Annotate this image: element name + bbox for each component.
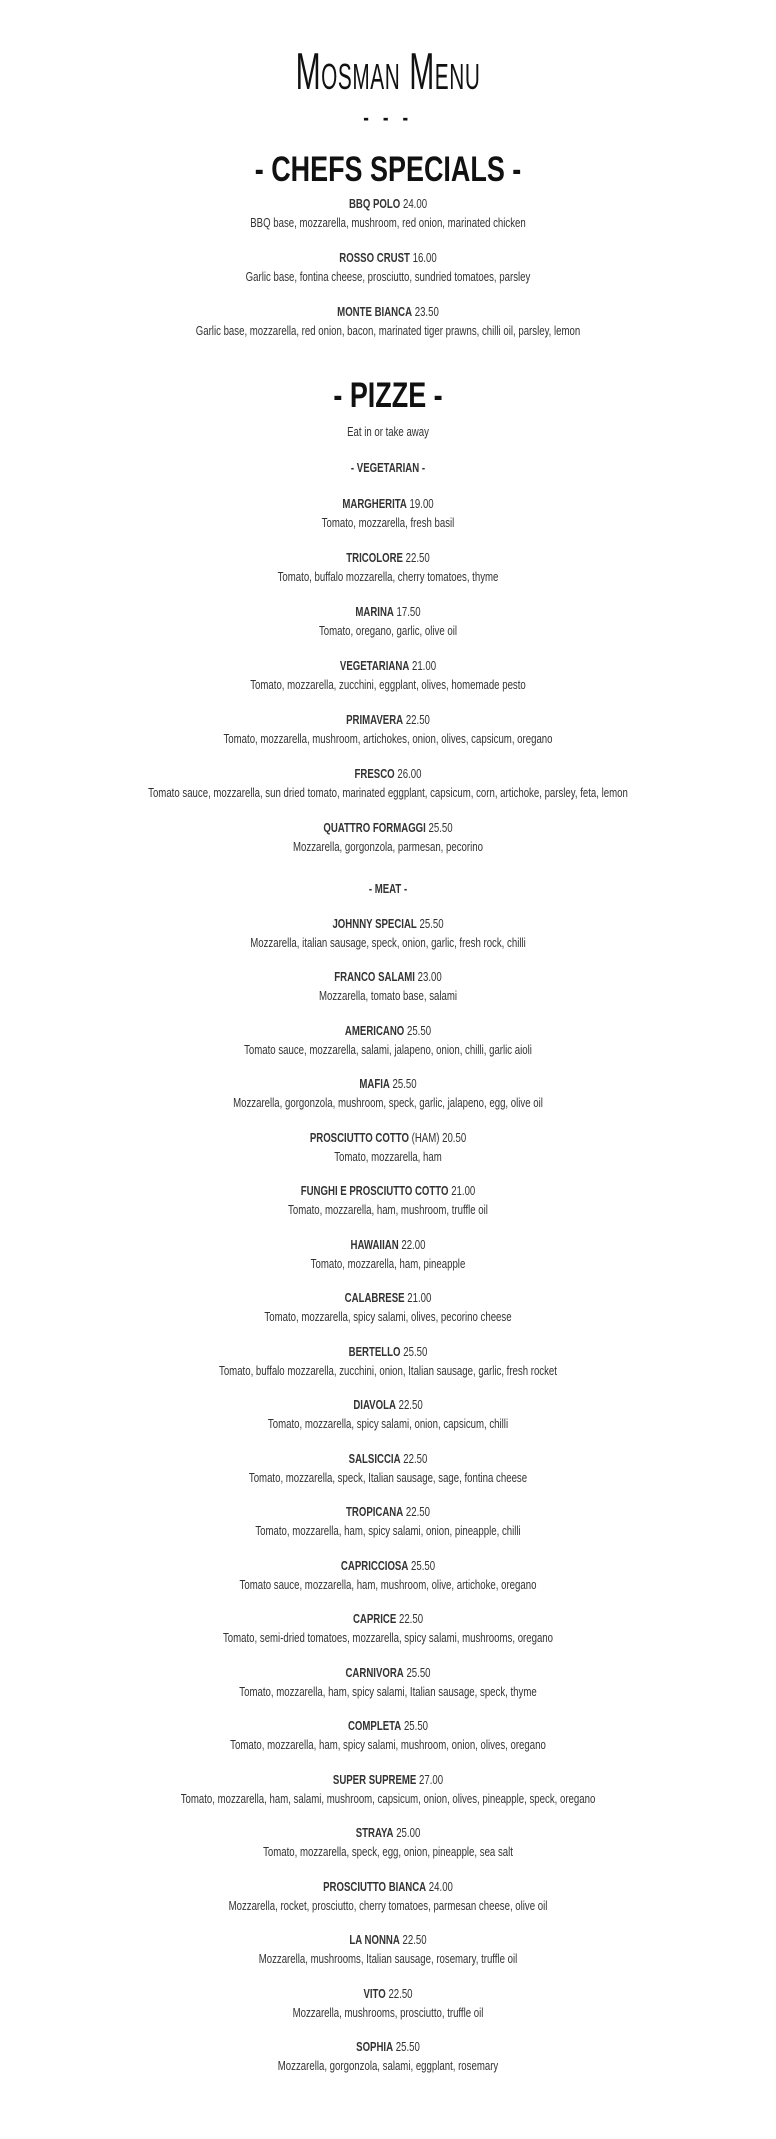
menu-item-description: Garlic base, mozzarella, red onion, bacon, marinated tiger prawns, chilli oil, parsley, lemon — [195, 323, 581, 338]
menu-item — [89, 1878, 687, 1916]
menu-item — [89, 1931, 687, 1969]
menu-item-title — [89, 1182, 687, 1201]
menu-item-title — [89, 1717, 687, 1736]
menu-item-title — [89, 1771, 687, 1790]
menu-item-title — [89, 819, 687, 838]
menu-item-name: COMPLETA — [347, 1719, 402, 1733]
menu-item — [89, 249, 687, 287]
menu-item-description: Mozzarella, gorgonzola, salami, eggplant, rosemary — [277, 2059, 499, 2073]
menu-item — [89, 1129, 687, 1167]
menu-item-description: Tomato, mozzarella, ham, mushroom, truffle oil — [288, 1203, 488, 1217]
pizze-heading: - PIZZE - — [333, 376, 443, 415]
menu-item-price: 25.50 — [406, 1023, 432, 1038]
menu-item-price: 25.50 — [419, 916, 444, 931]
menu-item-title — [89, 303, 687, 322]
menu-item-description: Tomato, mozzarella, ham, pineapple — [310, 1256, 466, 1271]
menu-item — [89, 1236, 687, 1274]
menu-item-description: Tomato, mozzarella, ham, spicy salami, Italian sausage, speck, thyme — [239, 1684, 537, 1699]
menu-item-price: 23.50 — [414, 304, 439, 319]
menu-item — [89, 915, 687, 953]
menu-item-title — [89, 249, 687, 268]
menu-item-name: AMERICANO — [344, 1023, 405, 1038]
menu-item-description: Tomato, mozzarella, ham, spicy salami, mushroom, onion, olives, oregano — [230, 1738, 546, 1752]
menu-item-description: Tomato, mozzarella, spicy salami, onion, capsicum, chilli — [267, 1417, 509, 1431]
menu-item-description: Tomato, mozzarella, ham, spicy salami, onion, pineapple, chilli — [255, 1524, 521, 1538]
chefs-specials-heading: - CHEFS SPECIALS - — [254, 150, 522, 189]
menu-item-name: FUNGHI E PROSCIUTTO COTTO — [300, 1184, 449, 1198]
menu-item-price: 25.50 — [395, 2040, 420, 2054]
menu-item-price: 26.00 — [397, 766, 422, 781]
menu-item-description: Tomato sauce, mozzarella, sun dried tomato, marinated eggplant, capsicum, corn, artichoke, parsley, feta, lemon — [148, 785, 628, 800]
menu-title: Mosman Menu — [295, 43, 481, 101]
menu-item-name: PROSCIUTTO BIANCA — [323, 1879, 427, 1894]
menu-item-description: Tomato, buffalo mozzarella, cherry tomatoes, thyme — [277, 569, 499, 584]
chefs-specials-list — [89, 195, 687, 341]
menu-item-price: 22.50 — [405, 550, 430, 565]
menu-item-description: Garlic base, fontina cheese, prosciutto, sundried tomatoes, parsley — [245, 269, 531, 284]
menu-item — [89, 1717, 687, 1755]
menu-item — [89, 1771, 687, 1809]
menu-item-title — [89, 1450, 687, 1469]
menu-item-description: Mozzarella, gorgonzola, parmesan, pecorino — [293, 839, 483, 854]
menu-item-title — [89, 1931, 687, 1950]
menu-item — [89, 1022, 687, 1060]
menu-item-name: SOPHIA — [356, 2040, 394, 2054]
menu-item-name: LA NONNA — [349, 1933, 400, 1947]
menu-item-name: MARGHERITA — [342, 496, 407, 511]
menu-item-description: Mozzarella, italian sausage, speck, onion, garlic, fresh rock, chilli — [250, 935, 526, 950]
menu-item-price: 23.00 — [417, 970, 442, 984]
menu-item-price: 21.00 — [411, 658, 437, 673]
menu-item-price: 24.00 — [428, 1879, 453, 1894]
menu-item-description: Mozzarella, tomato base, salami — [318, 989, 458, 1003]
menu-item-title — [89, 765, 687, 784]
menu-item-name: JOHNNY SPECIAL — [332, 916, 417, 931]
menu-item — [89, 195, 687, 233]
menu-item-price: 16.00 — [412, 250, 437, 265]
menu-item-price: 22.50 — [388, 1986, 413, 2001]
menu-item-title — [89, 1557, 687, 1576]
menu-item — [89, 1824, 687, 1862]
meat-heading: - MEAT - — [368, 881, 408, 896]
menu-item — [89, 1664, 687, 1702]
menu-item-name: QUATTRO FORMAGGI — [323, 820, 426, 835]
menu-item-name: TRICOLORE — [346, 550, 403, 565]
menu-item-title — [89, 1985, 687, 2004]
menu-item-title — [89, 195, 687, 214]
menu-item-title — [89, 1075, 687, 1094]
vegetarian-heading: - VEGETARIAN - — [350, 460, 426, 475]
menu-item-title — [89, 1878, 687, 1897]
menu-item-price: 19.00 — [409, 496, 434, 511]
menu-item-title — [89, 1129, 687, 1148]
menu-item-title — [89, 1503, 687, 1522]
menu-item-name: MARINA — [355, 604, 394, 619]
menu-item-title — [89, 1610, 687, 1629]
menu-item — [89, 603, 687, 641]
menu-item — [89, 495, 687, 533]
menu-item — [89, 303, 687, 341]
menu-item-name: CAPRICCIOSA — [340, 1558, 409, 1573]
menu-item — [89, 1396, 687, 1434]
menu-item-description: Tomato, mozzarella, ham, salami, mushroom, capsicum, onion, olives, pineapple, speck, oregano — [180, 1791, 596, 1806]
pizze-subtitle: Eat in or take away — [347, 424, 429, 439]
title-divider: - - - — [363, 105, 413, 130]
menu-item-description: Tomato, oregano, garlic, olive oil — [318, 623, 458, 638]
menu-item-title — [89, 657, 687, 676]
menu-item-title — [89, 495, 687, 514]
menu-item-description: Tomato sauce, mozzarella, salami, jalapeno, onion, chilli, garlic aioli — [244, 1042, 532, 1057]
menu-item — [89, 1450, 687, 1488]
menu-item-price: 27.00 — [419, 1772, 444, 1787]
menu-item-name: STRAYA — [355, 1826, 394, 1840]
menu-item-name: CAPRICE — [352, 1612, 397, 1626]
menu-item-description: BBQ base, mozzarella, mushroom, red onion, marinated chicken — [250, 215, 526, 230]
menu-item-price: 25.50 — [428, 820, 453, 835]
menu-page — [89, 0, 687, 2076]
menu-item-name: CALABRESE — [344, 1291, 405, 1305]
menu-item — [89, 1610, 687, 1648]
menu-item-title — [89, 1236, 687, 1255]
menu-item-name: FRESCO — [354, 766, 395, 781]
menu-item-name: FRANCO SALAMI — [334, 970, 415, 984]
menu-item-name: VEGETARIANA — [339, 658, 410, 673]
menu-item-description: Tomato, mozzarella, fresh basil — [321, 515, 455, 530]
menu-item-name: PRIMAVERA — [346, 712, 404, 727]
menu-item-title — [89, 549, 687, 568]
menu-item-price: 25.50 — [403, 1719, 429, 1733]
menu-item-price: 24.00 — [402, 196, 428, 211]
menu-item-description: Mozzarella, mushrooms, prosciutto, truffle oil — [292, 2005, 484, 2020]
menu-item-title — [89, 2038, 687, 2057]
menu-item-price: 25.50 — [392, 1077, 417, 1091]
menu-item-name: DIAVOLA — [353, 1398, 396, 1412]
menu-item-price: 22.00 — [401, 1237, 426, 1252]
menu-item-title — [89, 1343, 687, 1362]
menu-item-name: SALSICCIA — [348, 1451, 401, 1466]
menu-item — [89, 968, 687, 1006]
menu-item-name: TROPICANA — [345, 1505, 404, 1519]
menu-item-title — [89, 1824, 687, 1843]
menu-item — [89, 819, 687, 857]
vegetarian-list — [89, 495, 687, 857]
menu-item — [89, 1289, 687, 1327]
menu-item-name: VITO — [363, 1986, 386, 2001]
menu-item-description: Mozzarella, mushrooms, Italian sausage, rosemary, truffle oil — [258, 1952, 518, 1966]
menu-item-price: 22.50 — [405, 1505, 430, 1519]
menu-item-description: Tomato, mozzarella, mushroom, artichokes, onion, olives, capsicum, oregano — [223, 731, 553, 746]
menu-item-title — [89, 711, 687, 730]
menu-item-price: 22.50 — [398, 1398, 423, 1412]
menu-item-name: SUPER SUPREME — [332, 1772, 417, 1787]
menu-item-price: (HAM) 20.50 — [411, 1130, 467, 1145]
menu-item-title — [89, 1664, 687, 1683]
menu-item — [89, 549, 687, 587]
menu-item-name: ROSSO CRUST — [339, 250, 410, 265]
menu-item-price: 22.50 — [402, 1933, 427, 1947]
menu-item-description: Tomato, semi-dried tomatoes, mozzarella, spicy salami, mushrooms, oregano — [222, 1631, 554, 1645]
menu-item-description: Tomato sauce, mozzarella, ham, mushroom, olive, artichoke, oregano — [239, 1577, 537, 1592]
menu-item-price: 22.50 — [398, 1612, 424, 1626]
menu-item-price: 21.00 — [407, 1291, 432, 1305]
menu-item-description: Tomato, mozzarella, spicy salami, olives, pecorino cheese — [264, 1310, 512, 1324]
menu-item-title — [89, 603, 687, 622]
menu-item-name: PROSCIUTTO COTTO — [309, 1130, 409, 1145]
menu-item-name: HAWAIIAN — [350, 1237, 399, 1252]
menu-item-price: 25.50 — [403, 1344, 428, 1359]
menu-item-title — [89, 1396, 687, 1415]
menu-item-description: Tomato, mozzarella, speck, egg, onion, pineapple, sea salt — [263, 1845, 513, 1859]
menu-item-name: MONTE BIANCA — [337, 304, 413, 319]
menu-item-name: CARNIVORA — [345, 1665, 404, 1680]
menu-item — [89, 1075, 687, 1113]
meat-list — [89, 915, 687, 2077]
menu-item — [89, 657, 687, 695]
menu-item-title — [89, 968, 687, 987]
menu-item-name: BBQ POLO — [348, 196, 401, 211]
menu-item-description: Mozzarella, gorgonzola, mushroom, speck, garlic, jalapeno, egg, olive oil — [233, 1096, 543, 1110]
menu-item-title — [89, 1289, 687, 1308]
menu-item-description: Tomato, mozzarella, ham — [334, 1149, 442, 1164]
menu-item — [89, 1557, 687, 1595]
menu-item-price: 21.00 — [451, 1184, 476, 1198]
menu-item — [89, 1343, 687, 1381]
menu-item-description: Tomato, mozzarella, speck, Italian sausage, sage, fontina cheese — [248, 1470, 528, 1485]
menu-item-name: MAFIA — [359, 1077, 390, 1091]
menu-item-price: 22.50 — [403, 1451, 428, 1466]
menu-item — [89, 2038, 687, 2076]
menu-item-title — [89, 915, 687, 934]
menu-item — [89, 765, 687, 803]
menu-item-description: Mozzarella, rocket, prosciutto, cherry tomatoes, parmesan cheese, olive oil — [228, 1898, 548, 1913]
menu-item — [89, 1182, 687, 1220]
menu-item — [89, 1503, 687, 1541]
menu-item-price: 25.00 — [396, 1826, 421, 1840]
menu-item-price: 22.50 — [405, 712, 430, 727]
menu-item-title — [89, 1022, 687, 1041]
menu-item — [89, 711, 687, 749]
menu-item-price: 25.50 — [406, 1665, 431, 1680]
menu-item-description: Tomato, buffalo mozzarella, zucchini, onion, Italian sausage, garlic, fresh rocket — [219, 1363, 557, 1378]
menu-item-price: 17.50 — [396, 604, 421, 619]
menu-item-name: BERTELLO — [348, 1344, 401, 1359]
menu-item-description: Tomato, mozzarella, zucchini, eggplant, olives, homemade pesto — [250, 677, 526, 692]
menu-item-price: 25.50 — [410, 1558, 436, 1573]
menu-item — [89, 1985, 687, 2023]
